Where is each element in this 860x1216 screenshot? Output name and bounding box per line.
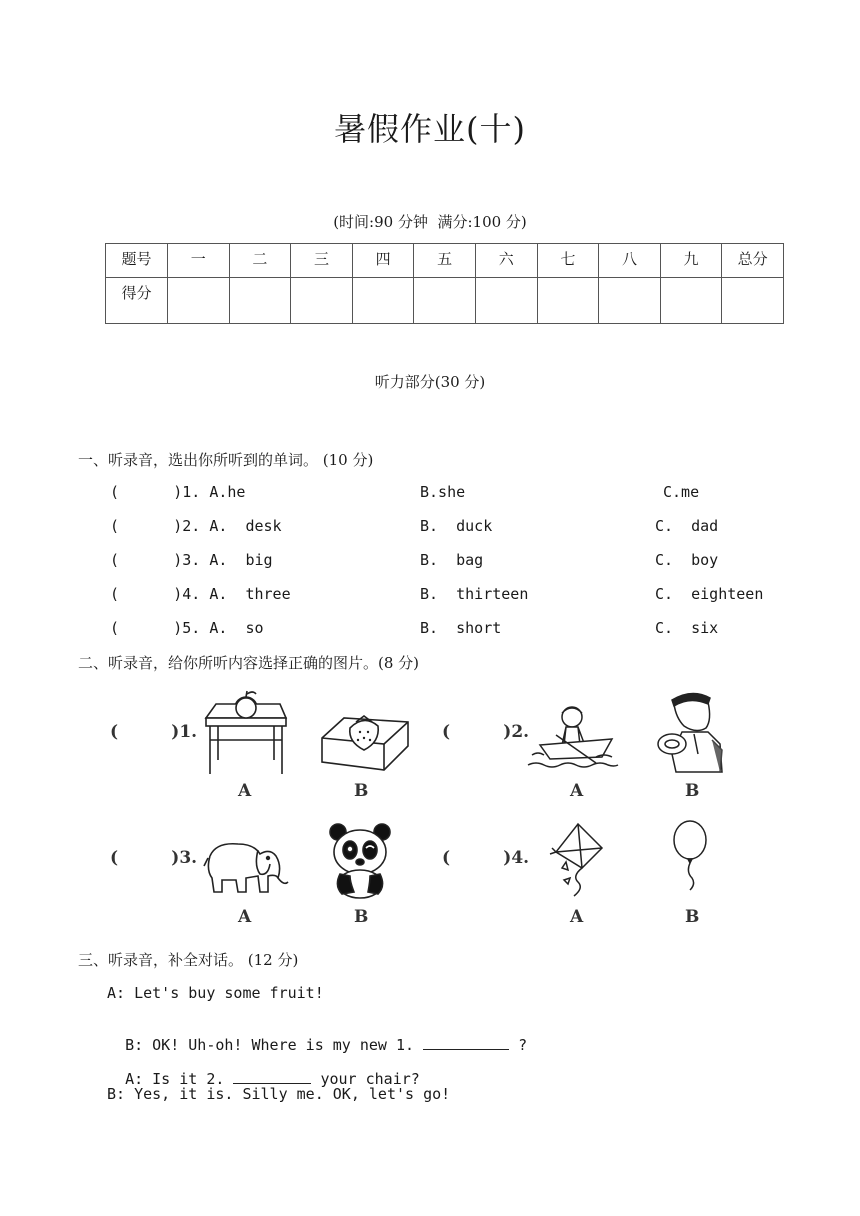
question-4-number: ( )4. A. three bbox=[110, 585, 291, 603]
boy-driving-icon bbox=[650, 694, 728, 774]
score-cell[interactable] bbox=[229, 278, 291, 324]
picture-question-2-number: ( )2. bbox=[442, 722, 530, 742]
score-cell[interactable] bbox=[599, 278, 661, 324]
score-row-label: 得分 bbox=[106, 278, 168, 324]
score-table-score-row bbox=[106, 278, 784, 324]
score-cell[interactable] bbox=[168, 278, 230, 324]
score-header-cell: 二 bbox=[229, 244, 291, 278]
dialogue-line-2-text: B: OK! Uh-oh! Where is my new 1. bbox=[125, 1036, 424, 1054]
question-3-option-b: B. bag bbox=[420, 551, 484, 569]
dialogue-line-3 bbox=[107, 1051, 420, 1088]
score-header-cell: 九 bbox=[660, 244, 722, 278]
boy-in-boat-icon bbox=[526, 705, 620, 775]
section3-heading: 三、听录音，补全对话。 (12 分) bbox=[78, 951, 299, 969]
score-cell[interactable] bbox=[475, 278, 537, 324]
score-cell[interactable] bbox=[414, 278, 476, 324]
score-header-cell: 总分 bbox=[722, 244, 784, 278]
score-table-header-row bbox=[106, 244, 784, 278]
picture-1-option-b-letter: B bbox=[354, 781, 369, 801]
score-header-cell: 五 bbox=[414, 244, 476, 278]
score-header-cell: 八 bbox=[599, 244, 661, 278]
question-2-option-c: C. dad bbox=[655, 517, 719, 535]
section2-heading: 二、听录音，给你所听内容选择正确的图片。(8 分) bbox=[78, 654, 420, 672]
picture-2-option-b-letter: B bbox=[685, 781, 700, 801]
score-cell[interactable] bbox=[352, 278, 414, 324]
apple-on-desk-icon bbox=[200, 690, 292, 776]
question-4-option-c: C. eighteen bbox=[655, 585, 764, 603]
listening-section-title: 听力部分(30 分) bbox=[374, 373, 486, 391]
question-5-option-b: B. short bbox=[420, 619, 502, 637]
dialogue-line-4: B: Yes, it is. Silly me. OK, let's go! bbox=[107, 1085, 451, 1103]
picture-4-option-a-letter: A bbox=[570, 907, 584, 927]
question-5-option-c: C. six bbox=[655, 619, 719, 637]
balloon-icon bbox=[672, 820, 712, 892]
time-info: (时间:90 分钟 满分:100 分) bbox=[333, 213, 527, 231]
score-header-cell: 题号 bbox=[106, 244, 168, 278]
dialogue-line-3-text: A: Is it 2. bbox=[125, 1070, 234, 1088]
question-4-option-b: B. thirteen bbox=[420, 585, 529, 603]
section1-heading: 一、听录音，选出你所听到的单词。 (10 分) bbox=[78, 451, 374, 469]
dialogue-line-2 bbox=[107, 1017, 527, 1054]
score-header-cell: 六 bbox=[475, 244, 537, 278]
score-cell[interactable] bbox=[291, 278, 353, 324]
score-cell[interactable] bbox=[537, 278, 599, 324]
picture-3-option-a-letter: A bbox=[238, 907, 252, 927]
picture-3-option-b-letter: B bbox=[354, 907, 369, 927]
score-header-cell: 四 bbox=[352, 244, 414, 278]
picture-4-option-b-letter: B bbox=[685, 907, 700, 927]
question-1-option-c: C.me bbox=[663, 483, 700, 501]
score-table bbox=[105, 243, 784, 324]
question-1-number: ( )1. A.he bbox=[110, 483, 246, 501]
score-cell[interactable] bbox=[722, 278, 784, 324]
dialogue-line-2-end: ? bbox=[509, 1036, 528, 1054]
answer-blank-2[interactable] bbox=[233, 1069, 311, 1084]
elephant-icon bbox=[202, 836, 290, 896]
question-2-number: ( )2. A. desk bbox=[110, 517, 282, 535]
question-5-number: ( )5. A. so bbox=[110, 619, 264, 637]
question-3-option-c: C. boy bbox=[655, 551, 719, 569]
score-header-cell: 三 bbox=[291, 244, 353, 278]
dialogue-line-1: A: Let's buy some fruit! bbox=[107, 984, 324, 1002]
strawberry-in-box-icon bbox=[320, 708, 410, 774]
picture-question-1-number: ( )1. bbox=[110, 722, 198, 742]
score-header-cell: 七 bbox=[537, 244, 599, 278]
picture-question-4-number: ( )4. bbox=[442, 848, 530, 868]
page-title: 暑假作业(十) bbox=[334, 110, 526, 148]
dialogue-line-3-end: your chair? bbox=[311, 1070, 420, 1088]
picture-question-3-number: ( )3. bbox=[110, 848, 198, 868]
score-header-cell: 一 bbox=[168, 244, 230, 278]
answer-blank-1[interactable] bbox=[423, 1035, 509, 1050]
question-3-number: ( )3. A. big bbox=[110, 551, 273, 569]
picture-1-option-a-letter: A bbox=[238, 781, 252, 801]
kite-icon bbox=[548, 822, 608, 898]
question-1-option-b: B.she bbox=[420, 483, 466, 501]
picture-2-option-a-letter: A bbox=[570, 781, 584, 801]
question-2-option-b: B. duck bbox=[420, 517, 493, 535]
score-cell[interactable] bbox=[660, 278, 722, 324]
panda-icon bbox=[328, 822, 392, 900]
